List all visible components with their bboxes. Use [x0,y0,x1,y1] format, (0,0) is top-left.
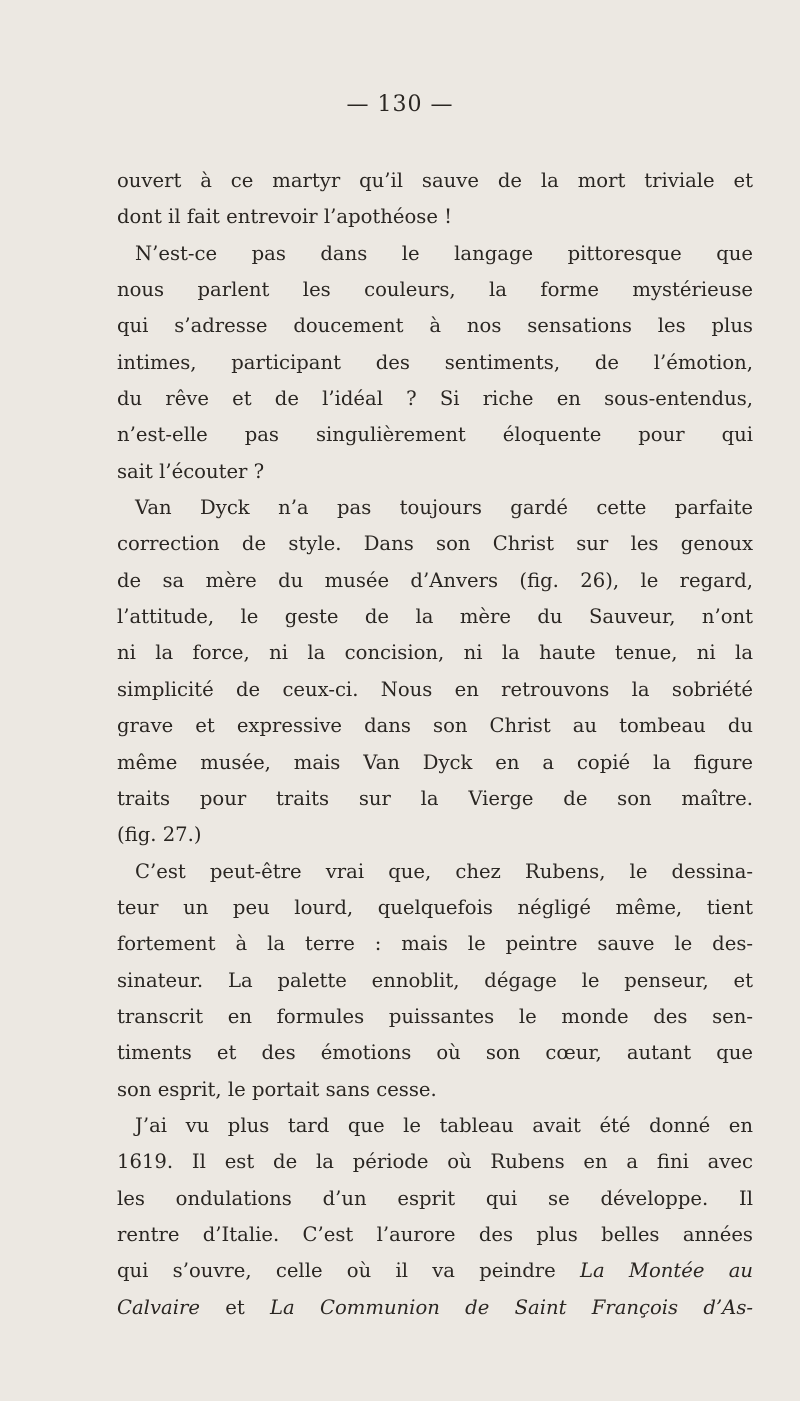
text-line: simplicité de ceux-ci. Nous en retrouvons la sobriété [117,677,753,701]
text-segment: qui s’ouvre, celle où il va peindre [117,1259,580,1283]
text-line: J’ai vu plus tard que le tableau avait été donné en [135,1113,753,1137]
page-number: — 130 — [346,92,454,117]
text-line [117,1290,753,1326]
text-line: intimes, participant des sentiments, de l’émotion, [117,350,753,374]
text-line: du rêve et de l’idéal ? Si riche en sous-entendus, [117,387,753,411]
text-line: N’est-ce pas dans le langage pittoresque que [135,241,753,265]
text-line: ni la force, ni la concision, ni la haute tenue, ni la [117,641,753,665]
text-line: n’est-elle pas singulièrement éloquente pour qui [117,423,753,447]
text-line: fortement à la terre : mais le peintre sauve le des- [117,932,753,956]
text-line: de sa mère du musée d’Anvers (fig. 26), le regard, [117,568,753,592]
text-line: 1619. Il est de la période où Rubens en a fini avec [117,1150,753,1174]
italic-title-segment: Calvaire [117,1295,200,1319]
body-text [117,163,753,1326]
text-line: qui s’adresse doucement à nos sensations les plus [117,314,753,338]
text-line: C’est peut-être vrai que, chez Rubens, le dessina- [135,859,753,883]
text-line: l’attitude, le geste de la mère du Sauveur, n’ont [117,605,753,629]
paragraph-lines [117,163,753,1253]
italic-title-segment: La Montée au [579,1259,753,1283]
text-line [117,1253,753,1289]
text-line: les ondulations d’un esprit qui se développe. Il [117,1186,753,1210]
text-line: correction de style. Dans son Christ sur les genoux [117,532,753,556]
text-line: (fig. 27.) [117,823,202,847]
text-line: grave et expressive dans son Christ au tombeau du [117,714,753,738]
text-line: Van Dyck n’a pas toujours gardé cette parfaite [135,496,753,520]
text-line: dont il fait entrevoir l’apothéose ! [117,205,453,229]
text-line: ouvert à ce martyr qu’il sauve de la mort triviale et [117,169,753,192]
text-line: sinateur. La palette ennoblit, dégage le penseur, et [117,968,753,992]
italic-title-segment: La Communion de Saint François d’As- [270,1295,754,1319]
text-line: son esprit, le portait sans cesse. [117,1077,437,1101]
text-line: nous parlent les couleurs, la forme mystérieuse [117,278,753,302]
text-line: timents et des émotions où son cœur, autant que [117,1041,753,1065]
text-line: rentre d’Italie. C’est l’aurore des plus belles années [117,1222,753,1246]
text-line: transcrit en formules puissantes le monde des sen- [117,1004,753,1028]
text-line: teur un peu lourd, quelquefois négligé même, tient [117,895,753,919]
text-line: sait l’écouter ? [117,459,265,483]
text-segment: et [199,1295,270,1319]
text-line: même musée, mais Van Dyck en a copié la figure [117,750,753,774]
text-line: traits pour traits sur la Vierge de son maître. [117,786,753,810]
